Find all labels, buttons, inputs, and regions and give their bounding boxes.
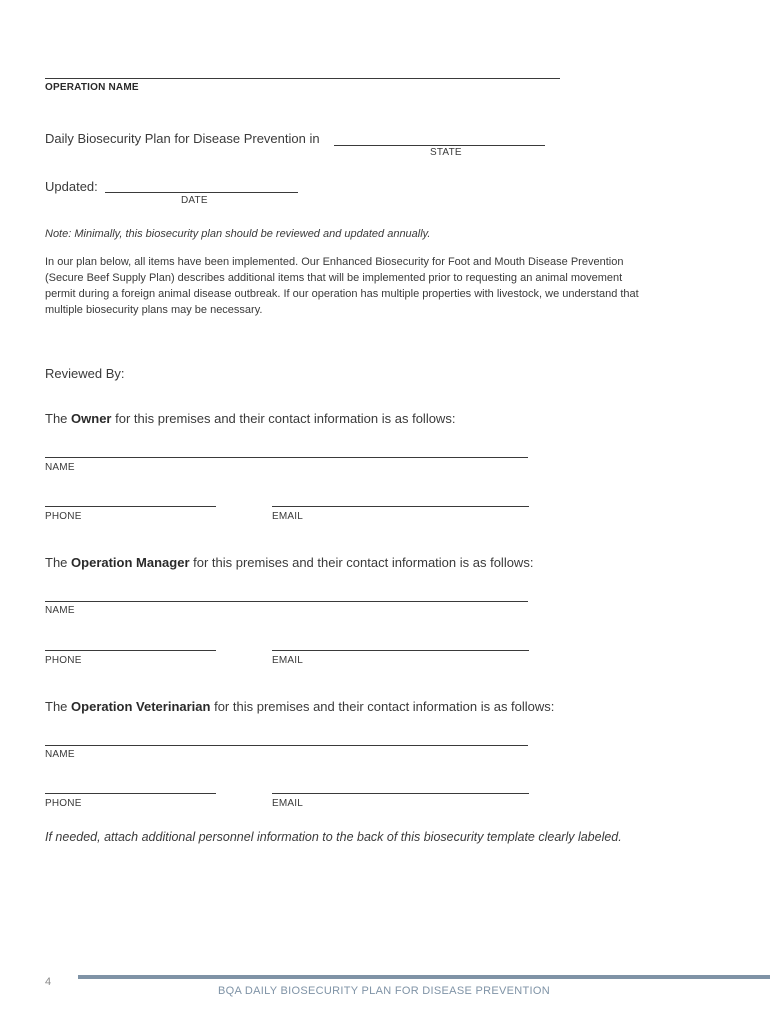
veterinarian-phone-field[interactable] [45, 793, 216, 794]
operation-name-field[interactable] [45, 78, 560, 79]
veterinarian-phone-label: PHONE [45, 798, 82, 809]
footer-running-title: BQA DAILY BIOSECURITY PLAN FOR DISEASE PREVENTION [218, 985, 550, 997]
manager-heading [45, 555, 533, 570]
manager-phone-field[interactable] [45, 650, 216, 651]
updated-label: Updated: [45, 179, 98, 194]
veterinarian-email-label: EMAIL [272, 798, 304, 809]
page-number: 4 [45, 976, 52, 988]
owner-phone-field[interactable] [45, 506, 216, 507]
owner-name-label: NAME [45, 462, 75, 473]
closing-note: If needed, attach additional personnel information to the back of this biosecurity template clearly labeled. [45, 830, 622, 844]
manager-name-label: NAME [45, 605, 75, 616]
state-field[interactable] [334, 145, 545, 146]
intro-line: (Secure Beef Supply Plan) describes additional items that will be implemented prior to requesting an animal movement [45, 272, 623, 284]
owner-name-field[interactable] [45, 457, 528, 458]
owner-heading-suffix: for this premises and their contact information is as follows: [115, 411, 456, 426]
manager-email-field[interactable] [272, 650, 529, 651]
veterinarian-heading [45, 699, 554, 714]
reviewed-by-label: Reviewed By: [45, 366, 125, 381]
manager-role: Operation Manager [71, 555, 190, 570]
plan-title: Daily Biosecurity Plan for Disease Prevention in [45, 131, 320, 146]
manager-phone-label: PHONE [45, 655, 82, 666]
owner-heading [45, 411, 455, 426]
owner-email-label: EMAIL [272, 511, 304, 522]
intro-line: multiple biosecurity plans may be necessary. [45, 304, 263, 316]
date-field[interactable] [105, 192, 298, 193]
veterinarian-email-field[interactable] [272, 793, 529, 794]
veterinarian-name-field[interactable] [45, 745, 528, 746]
manager-name-field[interactable] [45, 601, 528, 602]
date-label: DATE [181, 195, 208, 206]
veterinarian-role: Operation Veterinarian [71, 699, 211, 714]
state-label: STATE [430, 147, 462, 158]
manager-email-label: EMAIL [272, 655, 304, 666]
intro-line: In our plan below, all items have been implemented. Our Enhanced Biosecurity for Foot and Mouth Disease Prevention [45, 256, 624, 268]
owner-heading-prefix: The [45, 411, 68, 426]
veterinarian-name-label: NAME [45, 749, 75, 760]
owner-email-field[interactable] [272, 506, 529, 507]
veterinarian-heading-prefix: The [45, 699, 68, 714]
review-note: Note: Minimally, this biosecurity plan should be reviewed and updated annually. [45, 228, 431, 240]
footer-rule [78, 975, 770, 979]
operation-name-label: OPERATION NAME [45, 82, 139, 93]
owner-role: Owner [71, 411, 112, 426]
manager-heading-suffix: for this premises and their contact information is as follows: [193, 555, 534, 570]
intro-line: permit during a foreign animal disease outbreak. If our operation has multiple properties with livestock, we understand that [45, 288, 639, 300]
intro-paragraph [45, 254, 745, 318]
veterinarian-heading-suffix: for this premises and their contact information is as follows: [214, 699, 555, 714]
manager-heading-prefix: The [45, 555, 68, 570]
owner-phone-label: PHONE [45, 511, 82, 522]
